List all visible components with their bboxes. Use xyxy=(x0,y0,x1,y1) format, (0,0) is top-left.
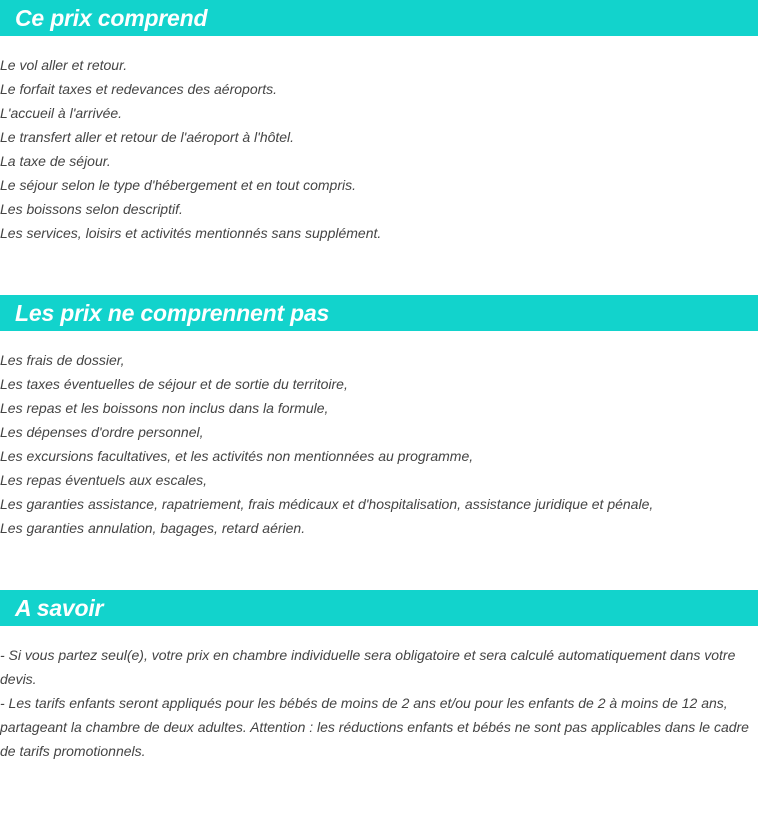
info-paragraph-single-traveler: - Si vous partez seul(e), votre prix en chambre individuelle sera obligatoire et sera calculé automatiquement dans votre devis. xyxy=(0,647,736,687)
excluded-list xyxy=(0,348,758,540)
list-item: Les taxes éventuelles de séjour et de sortie du territoire, xyxy=(0,376,348,392)
list-item: Les garanties assistance, rapatriement, frais médicaux et d'hospitalisation, assistance juridique et pénale, xyxy=(0,496,654,512)
info-section xyxy=(0,590,758,763)
list-item: Les boissons selon descriptif. xyxy=(0,201,183,217)
list-item: Le transfert aller et retour de l'aéroport à l'hôtel. xyxy=(0,129,295,145)
included-header xyxy=(0,0,758,36)
list-item: Les frais de dossier, xyxy=(0,352,125,368)
list-item: Les dépenses d'ordre personnel, xyxy=(0,424,204,440)
list-item: Les excursions facultatives, et les activités non mentionnées au programme, xyxy=(0,448,474,464)
list-item: Le forfait taxes et redevances des aéroports. xyxy=(0,81,278,97)
list-item: L'accueil à l'arrivée. xyxy=(0,105,123,121)
included-section xyxy=(0,0,758,245)
list-item: Le vol aller et retour. xyxy=(0,57,128,73)
info-paragraph-children-rates: - Les tarifs enfants seront appliqués pour les bébés de moins de 2 ans et/ou pour les enfants de 2 à moins de 12 ans, partageant la chambre de deux adultes. Attention : les réductions enfants et bébés ne sont pas applicables dans le cadre de tarifs promotionnels. xyxy=(0,695,749,759)
included-list xyxy=(0,53,758,245)
list-item: Les garanties annulation, bagages, retard aérien. xyxy=(0,520,306,536)
excluded-header xyxy=(0,295,758,331)
list-item: La taxe de séjour. xyxy=(0,153,111,169)
info-title: A savoir xyxy=(15,594,104,621)
included-title: Ce prix comprend xyxy=(15,4,208,31)
info-header xyxy=(0,590,758,626)
list-item: Les services, loisirs et activités mentionnés sans supplément. xyxy=(0,225,382,241)
list-item: Le séjour selon le type d'hébergement et en tout compris. xyxy=(0,177,356,193)
excluded-title: Les prix ne comprennent pas xyxy=(15,299,330,326)
excluded-section xyxy=(0,295,758,540)
list-item: Les repas éventuels aux escales, xyxy=(0,472,208,488)
list-item: Les repas et les boissons non inclus dans la formule, xyxy=(0,400,329,416)
